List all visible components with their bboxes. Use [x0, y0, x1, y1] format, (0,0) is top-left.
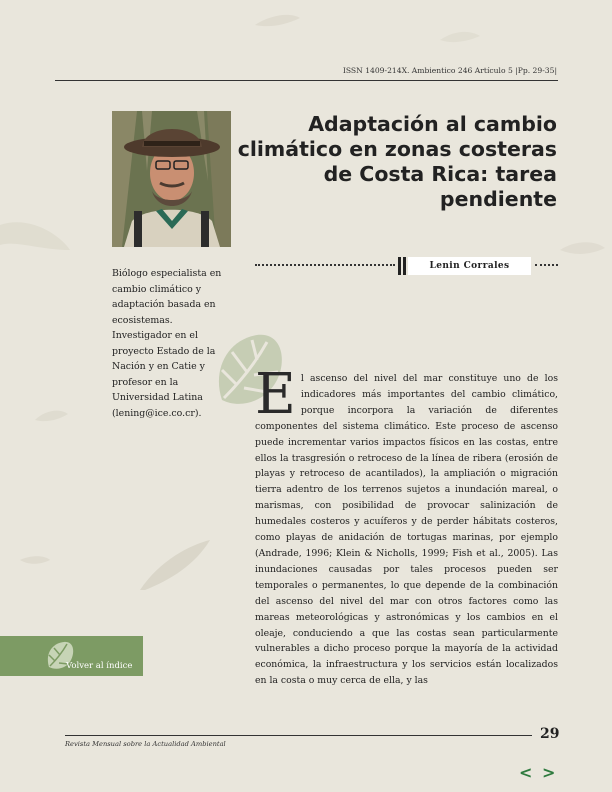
- footer-rule: [65, 735, 532, 736]
- header-rule: [55, 80, 558, 81]
- dotted-rule-left: [255, 264, 395, 266]
- page-number: 29: [540, 726, 560, 742]
- prev-page-button[interactable]: <: [519, 763, 535, 782]
- drop-cap: E: [255, 362, 296, 427]
- author-byline: [255, 257, 558, 275]
- back-to-index-label: Volver al índice: [66, 661, 133, 671]
- author-portrait-icon: [112, 111, 231, 247]
- journal-name: Revista Mensual sobre la Actualidad Ambiental: [65, 740, 226, 748]
- article-title: Adaptación al cambio climático en zonas costeras de Costa Rica: tarea pendiente: [237, 112, 557, 211]
- byline-bar: [398, 257, 401, 275]
- header-citation: ISSN 1409-214X. Ambientico 246 Artículo 5 |Pp. 29-35|: [342, 66, 557, 75]
- author-bio: Biólogo especialista en cambio climático y adaptación basada en ecosistemas. Investigador en el proyecto Estado de la Nación y en Catie y profesor en la Universidad Latina (lening@ice.co.cr).: [112, 268, 222, 419]
- article-body: [255, 362, 558, 689]
- dotted-rule-right: [535, 264, 558, 266]
- author-name: Lenin Corrales: [408, 257, 531, 275]
- body-paragraph: l ascenso del nivel del mar constituye uno de los indicadores más importantes del cambio climático, porque incorpora la variación de diferentes componentes del sistema climático. Este proceso de ascenso puede incrementar varios impactos físicos en las costas, entre ellos la trasgresión o retroceso de la línea de ribera (erosión de playas y retroceso de acantilados), la ampliación o migración tierra adentro de los terrenos sujetos a inundación mareal, o marismas, con posibilidad de provocar salinización de humedales costeros y acuíferos y de perder hábitats costeros, como playas de anidación de tortugas marinas, por ejemplo (Andrade, 1996; Klein & Nicholls, 1999; Fish et al., 2005). Las inundaciones causadas por tales procesos pueden ser temporales o permanentes, lo que depende de la combinación del ascenso del nivel del mar con otros factores como las mareas meteorológicas y astronómicas y los cambios en el oleaje, conduciendo a que las costas sean particularmente vulnerables a dicho proceso porque la mayoría de la actividad económica, la infraestructura y los servicios están localizados en la costa o muy cerca de ella, y las: [255, 373, 558, 687]
- page-nav: [519, 763, 557, 782]
- back-to-index-button[interactable]: [0, 636, 143, 676]
- byline-bar: [403, 257, 406, 275]
- next-page-button[interactable]: >: [541, 763, 558, 782]
- author-photo: [112, 111, 231, 247]
